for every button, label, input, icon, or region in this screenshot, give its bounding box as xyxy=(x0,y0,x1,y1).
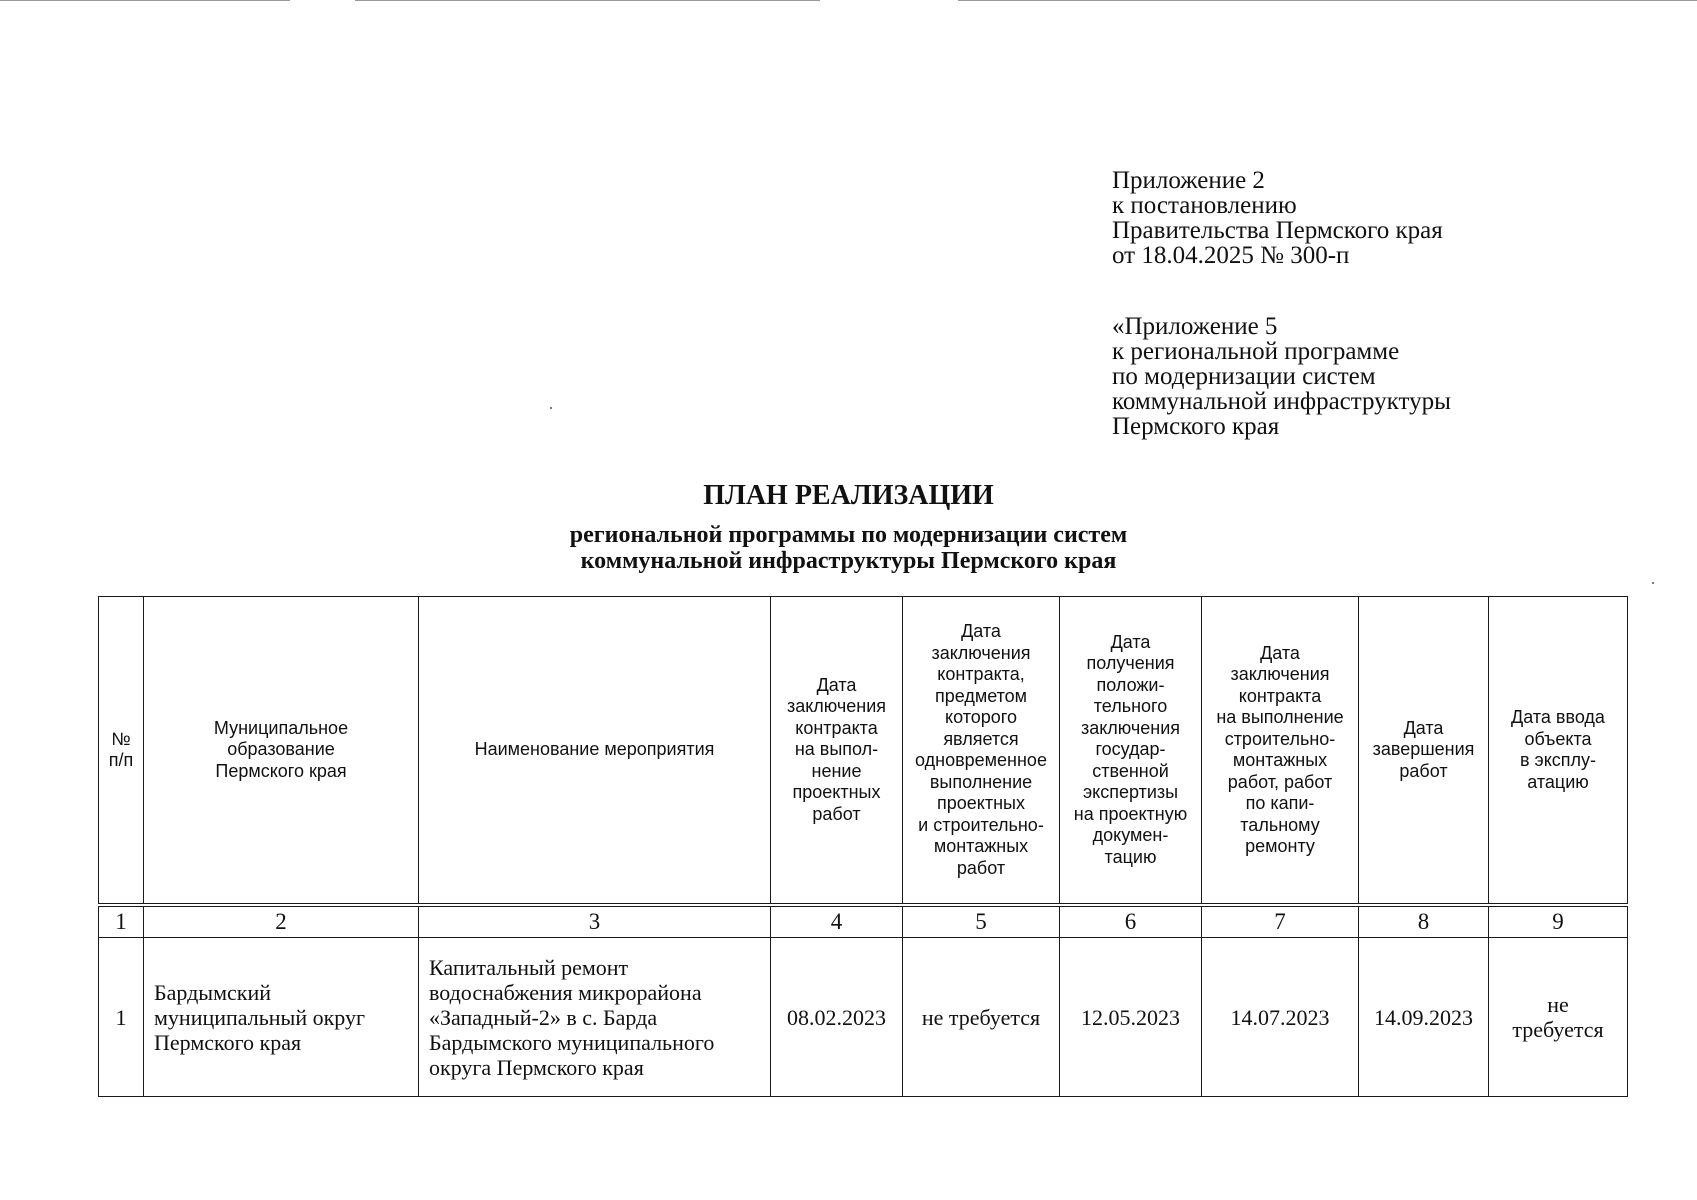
implementation-plan-table xyxy=(98,596,1628,1097)
appendix-2-line: к постановлению xyxy=(1112,192,1297,219)
column-number: 6 xyxy=(1060,905,1202,938)
document-subtitle: региональной программы по модернизации систем xyxy=(569,522,1128,548)
appendix-2-line: от 18.04.2025 № 300-п xyxy=(1112,242,1350,269)
column-number-row xyxy=(99,905,1628,938)
table-row xyxy=(99,938,1628,1097)
header-construction-contract-date: Дата заключения контракта на выполнение строительно- монтажных работ, работ по капи- тальному ремонту xyxy=(1202,597,1359,906)
scan-speck xyxy=(550,407,552,409)
cell-design-contract-date: 08.02.2023 xyxy=(771,938,903,1097)
appendix-5-line: коммунальной инфраструктуры xyxy=(1112,388,1451,415)
cell-combined-contract: не требуется xyxy=(903,938,1060,1097)
cell-municipality: Бардымский муниципальный округ Пермского края xyxy=(144,938,419,1097)
column-number: 1 xyxy=(99,905,144,938)
appendix-2-line: Правительства Пермского края xyxy=(1112,217,1443,244)
column-number: 2 xyxy=(144,905,419,938)
cell-construction-contract-date: 14.07.2023 xyxy=(1202,938,1359,1097)
column-number: 7 xyxy=(1202,905,1359,938)
appendix-5-header xyxy=(1112,314,1451,439)
header-measure-name: Наименование мероприятия xyxy=(419,597,771,906)
appendix-5-line: Пермского края xyxy=(1112,413,1280,440)
header-design-contract-date: Дата заключения контракта на выпол- нение проектных работ xyxy=(771,597,903,906)
column-number: 9 xyxy=(1489,905,1628,938)
cell-number: 1 xyxy=(99,938,144,1097)
appendix-5-line: «Приложение 5 xyxy=(1112,313,1278,340)
header-combined-contract-date: Дата заключения контракта, предметом которого является одновременное выполнение проектных и строительно- монтажных работ xyxy=(903,597,1060,906)
cell-completion-date: 14.09.2023 xyxy=(1359,938,1489,1097)
appendix-5-line: по модернизации систем xyxy=(1112,363,1376,390)
cell-expertise-date: 12.05.2023 xyxy=(1060,938,1202,1097)
appendix-2-header xyxy=(1112,168,1443,268)
header-number: № п/п xyxy=(99,597,144,906)
header-commissioning-date: Дата ввода объекта в эксплу- атацию xyxy=(1489,597,1628,906)
cell-measure: Капитальный ремонт водоснабжения микрорайона «Западный-2» в с. Барда Бардымского муниципального округа Пермского края xyxy=(419,938,771,1097)
table-header-row xyxy=(99,597,1628,906)
header-completion-date: Дата завершения работ xyxy=(1359,597,1489,906)
column-number: 8 xyxy=(1359,905,1489,938)
header-expertise-date: Дата получения положи- тельного заключения государ- ственной экспертизы на проектную докумен- тацию xyxy=(1060,597,1202,906)
column-number: 5 xyxy=(903,905,1060,938)
scan-edge-line xyxy=(958,0,1697,1)
document-title: ПЛАН РЕАЛИЗАЦИИ xyxy=(703,480,994,511)
column-number: 4 xyxy=(771,905,903,938)
header-municipality: Муниципальное образование Пермского края xyxy=(144,597,419,906)
scan-speck xyxy=(1652,582,1654,584)
column-number: 3 xyxy=(419,905,771,938)
document-subtitle: коммунальной инфраструктуры Пермского края xyxy=(580,548,1117,574)
cell-commissioning: не требуется xyxy=(1489,938,1628,1097)
scan-edge-line xyxy=(0,0,290,1)
scan-edge-line xyxy=(355,0,820,1)
appendix-5-line: к региональной программе xyxy=(1112,338,1400,365)
appendix-2-line: Приложение 2 xyxy=(1112,167,1265,194)
